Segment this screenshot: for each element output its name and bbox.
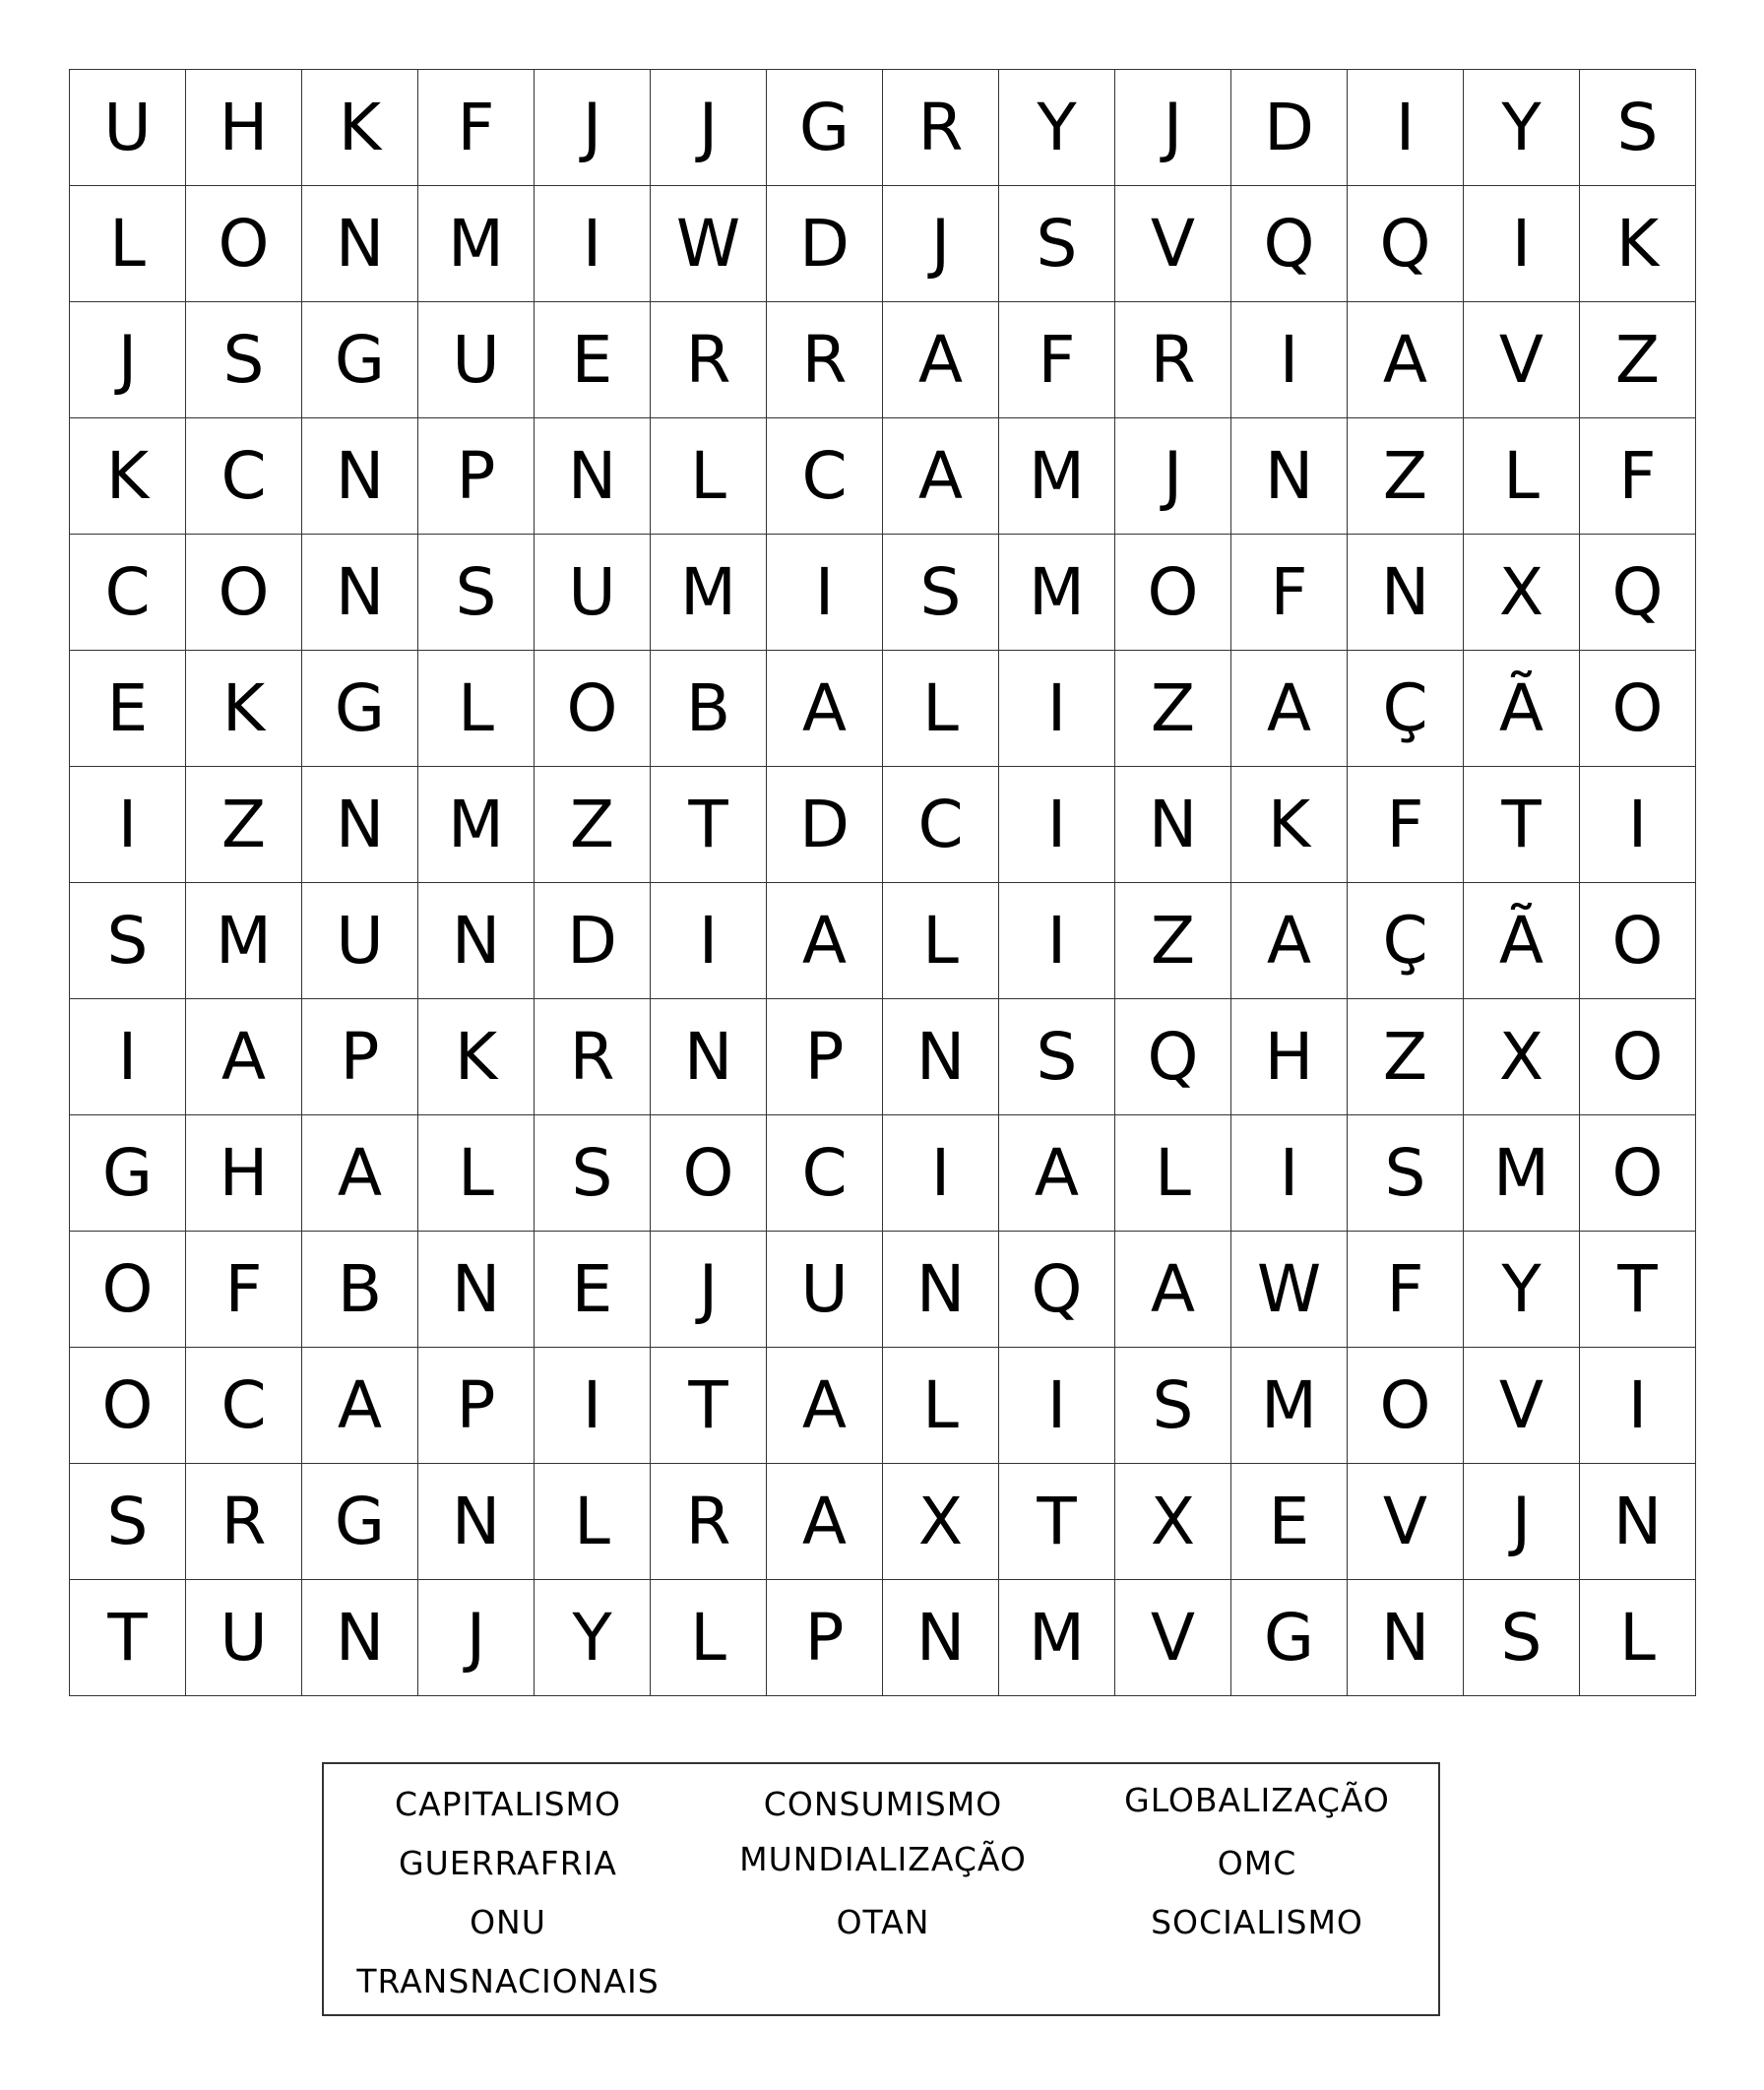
grid-cell[interactable]: K [302, 70, 418, 186]
grid-cell[interactable]: S [883, 535, 999, 651]
grid-cell[interactable]: F [1231, 535, 1348, 651]
grid-cell[interactable]: Z [186, 767, 302, 883]
grid-cell[interactable]: O [70, 1348, 186, 1464]
grid-cell[interactable]: I [1231, 302, 1348, 418]
grid-cell[interactable]: S [1115, 1348, 1231, 1464]
grid-cell[interactable]: O [535, 651, 651, 767]
grid-cell[interactable]: G [302, 651, 418, 767]
grid-cell[interactable]: C [70, 535, 186, 651]
word-bank-item: GUERRAFRIA [399, 1844, 617, 1882]
grid-cell[interactable]: N [1231, 418, 1348, 535]
grid-cell[interactable]: G [1231, 1580, 1348, 1696]
grid-cell[interactable]: N [883, 1232, 999, 1348]
grid-cell[interactable]: Q [1580, 535, 1696, 651]
grid-cell[interactable]: C [186, 1348, 302, 1464]
grid-cell[interactable]: A [186, 999, 302, 1115]
grid-cell[interactable]: M [999, 535, 1115, 651]
grid-cell[interactable]: Q [1348, 186, 1464, 302]
grid-cell[interactable]: A [767, 883, 883, 999]
grid-cell[interactable]: F [1580, 418, 1696, 535]
grid-cell[interactable]: Z [1348, 418, 1464, 535]
grid-cell[interactable]: J [1464, 1464, 1580, 1580]
grid-cell[interactable]: I [1348, 70, 1464, 186]
grid-cell[interactable]: N [418, 1464, 535, 1580]
grid-cell[interactable]: J [535, 70, 651, 186]
grid-cell[interactable]: T [651, 767, 767, 883]
grid-cell[interactable]: D [767, 186, 883, 302]
grid-cell[interactable]: L [883, 651, 999, 767]
grid-cell[interactable]: P [767, 1580, 883, 1696]
grid-cell[interactable]: T [1464, 767, 1580, 883]
grid-cell[interactable]: M [1231, 1348, 1348, 1464]
grid-cell[interactable]: M [651, 535, 767, 651]
grid-cell[interactable]: C [767, 1115, 883, 1232]
grid-cell[interactable]: N [883, 1580, 999, 1696]
grid-cell[interactable]: S [1580, 70, 1696, 186]
grid-cell[interactable]: I [883, 1115, 999, 1232]
grid-cell[interactable]: Z [1115, 651, 1231, 767]
grid-cell[interactable]: X [1464, 999, 1580, 1115]
letter-grid [69, 69, 1696, 1696]
grid-cell[interactable]: I [1231, 1115, 1348, 1232]
grid-cell[interactable]: L [1115, 1115, 1231, 1232]
grid-cell[interactable]: F [186, 1232, 302, 1348]
grid-cell[interactable]: J [883, 186, 999, 302]
grid-cell[interactable]: O [1580, 999, 1696, 1115]
grid-cell[interactable]: Ç [1348, 883, 1464, 999]
grid-cell[interactable]: S [70, 1464, 186, 1580]
grid-cell[interactable]: W [651, 186, 767, 302]
grid-cell[interactable]: O [1580, 651, 1696, 767]
grid-cell[interactable]: I [999, 767, 1115, 883]
grid-cell[interactable]: O [186, 186, 302, 302]
grid-cell[interactable]: H [186, 70, 302, 186]
grid-cell[interactable]: T [999, 1464, 1115, 1580]
grid-cell[interactable]: Z [535, 767, 651, 883]
word-bank [322, 1762, 1440, 2016]
grid-cell[interactable]: R [1115, 302, 1231, 418]
word-bank-item: SOCIALISMO [1151, 1903, 1363, 1941]
grid-cell[interactable]: M [1464, 1115, 1580, 1232]
grid-cell[interactable]: M [999, 1580, 1115, 1696]
word-bank-item: OMC [1217, 1844, 1297, 1882]
grid-cell[interactable]: W [1231, 1232, 1348, 1348]
grid-cell[interactable]: Y [535, 1580, 651, 1696]
grid-cell[interactable]: L [535, 1464, 651, 1580]
grid-cell[interactable]: O [1115, 535, 1231, 651]
grid-cell[interactable]: L [70, 186, 186, 302]
grid-cell[interactable]: R [651, 302, 767, 418]
grid-cell[interactable]: B [302, 1232, 418, 1348]
grid-cell[interactable]: N [651, 999, 767, 1115]
grid-cell[interactable]: L [651, 1580, 767, 1696]
grid-cell[interactable]: F [1348, 767, 1464, 883]
grid-cell[interactable]: N [418, 883, 535, 999]
grid-cell[interactable]: M [418, 186, 535, 302]
grid-cell[interactable]: V [1464, 1348, 1580, 1464]
grid-cell[interactable]: A [302, 1348, 418, 1464]
grid-cell[interactable]: I [70, 767, 186, 883]
grid-cell[interactable]: K [418, 999, 535, 1115]
word-bank-item: OTAN [836, 1903, 930, 1941]
grid-cell[interactable]: Z [1580, 302, 1696, 418]
grid-cell[interactable]: U [70, 70, 186, 186]
grid-cell[interactable]: I [535, 186, 651, 302]
grid-cell[interactable]: O [1580, 1115, 1696, 1232]
grid-cell[interactable]: O [1348, 1348, 1464, 1464]
grid-cell[interactable]: A [883, 302, 999, 418]
grid-cell[interactable]: V [1115, 186, 1231, 302]
grid-cell[interactable]: J [70, 302, 186, 418]
grid-cell[interactable]: A [1115, 1232, 1231, 1348]
grid-cell[interactable]: X [1464, 535, 1580, 651]
grid-cell[interactable]: S [186, 302, 302, 418]
grid-cell[interactable]: N [302, 1580, 418, 1696]
grid-cell[interactable]: L [883, 1348, 999, 1464]
grid-cell[interactable]: T [1580, 1232, 1696, 1348]
grid-cell[interactable]: I [70, 999, 186, 1115]
grid-cell[interactable]: I [1464, 186, 1580, 302]
grid-cell[interactable]: J [651, 1232, 767, 1348]
grid-cell[interactable]: J [1115, 418, 1231, 535]
grid-cell[interactable]: H [1231, 999, 1348, 1115]
grid-cell[interactable]: I [767, 535, 883, 651]
grid-cell[interactable]: I [1580, 1348, 1696, 1464]
grid-cell[interactable]: Z [1348, 999, 1464, 1115]
grid-cell[interactable]: P [418, 418, 535, 535]
grid-cell[interactable]: E [535, 1232, 651, 1348]
grid-cell[interactable]: P [767, 999, 883, 1115]
grid-cell[interactable]: F [1348, 1232, 1464, 1348]
grid-cell[interactable]: S [70, 883, 186, 999]
grid-cell[interactable]: I [1580, 767, 1696, 883]
grid-cell[interactable]: N [883, 999, 999, 1115]
grid-cell[interactable]: T [651, 1348, 767, 1464]
grid-cell[interactable]: P [418, 1348, 535, 1464]
word-bank-item: GLOBALIZAÇÃO [1124, 1781, 1390, 1819]
grid-cell[interactable]: M [418, 767, 535, 883]
grid-cell[interactable]: A [302, 1115, 418, 1232]
grid-cell[interactable]: L [418, 1115, 535, 1232]
grid-cell[interactable]: R [651, 1464, 767, 1580]
grid-cell[interactable]: F [418, 70, 535, 186]
grid-cell[interactable]: O [186, 535, 302, 651]
grid-cell[interactable]: G [302, 302, 418, 418]
grid-cell[interactable]: S [535, 1115, 651, 1232]
grid-cell[interactable]: C [186, 418, 302, 535]
grid-cell[interactable]: H [186, 1115, 302, 1232]
grid-cell[interactable]: Z [1115, 883, 1231, 999]
word-bank-item: MUNDIALIZAÇÃO [739, 1840, 1027, 1878]
grid-cell[interactable]: X [883, 1464, 999, 1580]
grid-cell[interactable]: N [418, 1232, 535, 1348]
grid-cell[interactable]: I [999, 651, 1115, 767]
grid-cell[interactable]: G [70, 1115, 186, 1232]
grid-cell[interactable]: N [1348, 1580, 1464, 1696]
word-bank-item: CAPITALISMO [395, 1785, 621, 1823]
grid-cell[interactable]: C [883, 767, 999, 883]
grid-cell[interactable]: A [1231, 651, 1348, 767]
grid-cell[interactable]: Y [1464, 1232, 1580, 1348]
grid-cell[interactable]: A [767, 1464, 883, 1580]
grid-cell[interactable]: E [1231, 1464, 1348, 1580]
grid-cell[interactable]: F [999, 302, 1115, 418]
grid-cell[interactable]: N [1115, 767, 1231, 883]
word-bank-item: ONU [470, 1903, 546, 1941]
grid-cell[interactable]: V [1348, 1464, 1464, 1580]
grid-cell[interactable]: P [302, 999, 418, 1115]
grid-cell[interactable]: R [883, 70, 999, 186]
grid-cell[interactable]: J [651, 70, 767, 186]
grid-cell[interactable]: X [1115, 1464, 1231, 1580]
grid-cell[interactable]: V [1115, 1580, 1231, 1696]
grid-cell[interactable]: L [651, 418, 767, 535]
grid-cell[interactable]: D [767, 767, 883, 883]
grid-cell[interactable]: U [418, 302, 535, 418]
grid-cell[interactable]: Y [999, 70, 1115, 186]
grid-cell[interactable]: U [186, 1580, 302, 1696]
word-bank-item: CONSUMISMO [763, 1785, 1003, 1823]
grid-cell[interactable]: I [651, 883, 767, 999]
grid-cell[interactable]: G [302, 1464, 418, 1580]
grid-cell[interactable]: Q [1231, 186, 1348, 302]
grid-cell[interactable]: G [767, 70, 883, 186]
grid-cell[interactable]: Ã [1464, 883, 1580, 999]
grid-cell[interactable]: B [651, 651, 767, 767]
grid-cell[interactable]: N [302, 535, 418, 651]
grid-cell[interactable]: E [535, 302, 651, 418]
grid-cell[interactable]: N [302, 418, 418, 535]
grid-cell[interactable]: L [1580, 1580, 1696, 1696]
grid-cell[interactable]: N [1580, 1464, 1696, 1580]
grid-cell[interactable]: O [1580, 883, 1696, 999]
grid-cell[interactable]: V [1464, 302, 1580, 418]
grid-cell[interactable]: D [535, 883, 651, 999]
grid-cell[interactable]: U [535, 535, 651, 651]
grid-cell[interactable]: N [302, 186, 418, 302]
grid-cell[interactable]: N [1348, 535, 1464, 651]
grid-cell[interactable]: J [418, 1580, 535, 1696]
grid-cell[interactable]: Q [1115, 999, 1231, 1115]
grid-cell[interactable]: Y [1464, 70, 1580, 186]
grid-cell[interactable]: R [767, 302, 883, 418]
grid-cell[interactable]: A [999, 1115, 1115, 1232]
grid-cell[interactable]: O [651, 1115, 767, 1232]
grid-cell[interactable]: Ç [1348, 651, 1464, 767]
grid-cell[interactable]: U [302, 883, 418, 999]
grid-cell[interactable]: S [418, 535, 535, 651]
grid-cell[interactable]: K [70, 418, 186, 535]
grid-cell[interactable]: I [999, 883, 1115, 999]
grid-cell[interactable]: Q [999, 1232, 1115, 1348]
grid-cell[interactable]: K [1580, 186, 1696, 302]
grid-cell[interactable]: T [70, 1580, 186, 1696]
word-bank-item: TRANSNACIONAIS [356, 1962, 660, 2000]
grid-cell[interactable]: J [1115, 70, 1231, 186]
grid-cell[interactable]: A [883, 418, 999, 535]
grid-cell[interactable]: M [999, 418, 1115, 535]
grid-cell[interactable]: I [999, 1348, 1115, 1464]
grid-cell[interactable]: N [535, 418, 651, 535]
grid-cell[interactable]: R [186, 1464, 302, 1580]
grid-cell[interactable]: M [186, 883, 302, 999]
grid-cell[interactable]: K [1231, 767, 1348, 883]
grid-cell[interactable]: S [999, 186, 1115, 302]
grid-cell[interactable]: A [1231, 883, 1348, 999]
grid-cell[interactable]: A [767, 1348, 883, 1464]
grid-cell[interactable]: K [186, 651, 302, 767]
grid-cell[interactable]: S [999, 999, 1115, 1115]
grid-cell[interactable]: O [70, 1232, 186, 1348]
grid-cell[interactable]: U [767, 1232, 883, 1348]
grid-cell[interactable]: A [1348, 302, 1464, 418]
grid-cell[interactable]: L [1464, 418, 1580, 535]
grid-cell[interactable]: A [767, 651, 883, 767]
grid-cell[interactable]: C [767, 418, 883, 535]
grid-cell[interactable]: L [418, 651, 535, 767]
grid-cell[interactable]: S [1348, 1115, 1464, 1232]
grid-cell[interactable]: L [883, 883, 999, 999]
grid-cell[interactable]: S [1464, 1580, 1580, 1696]
grid-cell[interactable]: R [535, 999, 651, 1115]
grid-cell[interactable]: N [302, 767, 418, 883]
grid-cell[interactable]: D [1231, 70, 1348, 186]
grid-cell[interactable]: E [70, 651, 186, 767]
grid-cell[interactable]: I [535, 1348, 651, 1464]
grid-cell[interactable]: Ã [1464, 651, 1580, 767]
